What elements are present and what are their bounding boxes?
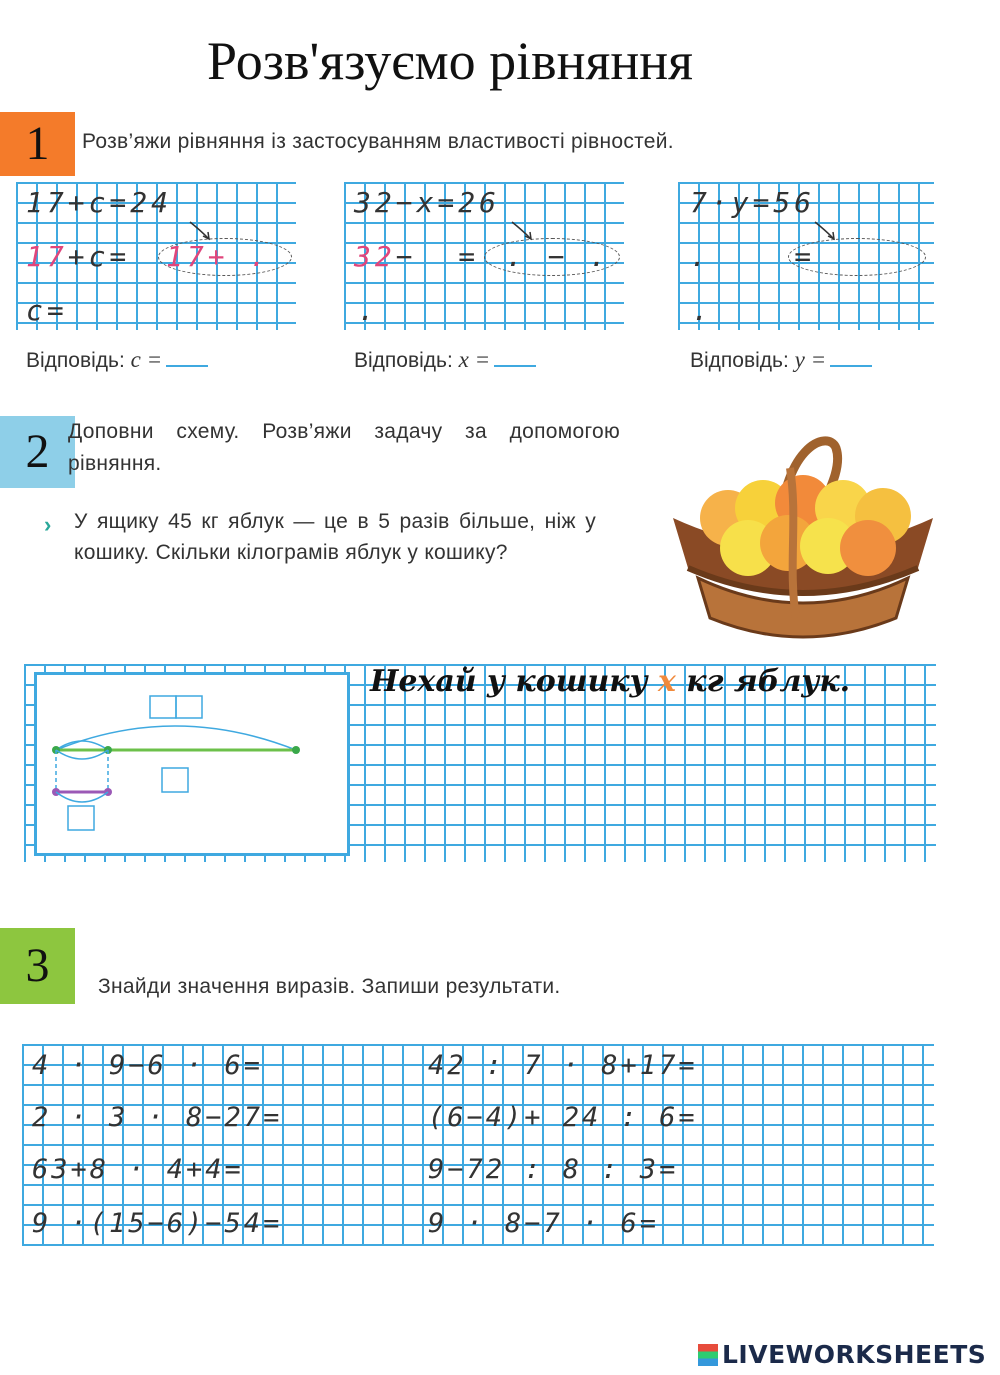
liveworksheets-logo[interactable] (698, 1340, 986, 1369)
eq-arrows (0, 0, 1000, 400)
eq1-answer-label: Відповідь: (26, 349, 125, 372)
expr-right-3: 9−72 : 8 : 3= (428, 1154, 679, 1185)
eq3-line2: . = (690, 240, 816, 273)
expr-right-4: 9 · 8−7 · 6= (428, 1208, 660, 1239)
scheme-diagram (34, 672, 350, 856)
eq1-oval-text: 17+ . (166, 240, 271, 273)
expr-right-2: (6−4)+ 24 : 6= (428, 1102, 698, 1133)
eq3-line1: 7·y=56 (690, 186, 816, 219)
task-2-problem: У ящику 45 кг яблук — це в 5 разів більше, ніж у кошику. Скільки кілограмів яблук у кошику? (74, 510, 596, 564)
task-1-number: 1 (0, 112, 75, 176)
task-2-instruction: Доповни схему. Розв’яжи задачу за допомогою рівняння. (68, 420, 620, 475)
eq3-line3: . (692, 294, 713, 327)
task-3-instruction: Знайди значення виразів. Запиши результати. (98, 975, 561, 998)
eq2-answer-var: x = (458, 347, 491, 372)
let-statement (370, 664, 850, 699)
let-prefix: Нехай у кошику (370, 664, 658, 699)
expr-left-1: 4 · 9−6 · 6= (32, 1050, 264, 1081)
task-3-number: 3 (0, 928, 75, 1004)
let-var: х (657, 664, 676, 699)
eq2-line1: 32−x=26 (354, 186, 501, 219)
eq2-line2-rest: − = (395, 240, 480, 273)
chevron-right-icon: › (44, 512, 52, 537)
eq2-line2-pink: 32 (354, 240, 396, 273)
scheme-box-top (150, 696, 176, 718)
logo-text: LIVEWORKSHEETS (722, 1340, 987, 1369)
logo-icon (698, 1344, 718, 1366)
eq3-answer-var: y = (794, 347, 827, 372)
apple-basket-illustration (668, 428, 938, 644)
eq1-line2-rest: +c= (67, 240, 131, 273)
eq2-answer-label: Відповідь: (354, 349, 453, 372)
expr-right-1: 42 : 7 · 8+17= (428, 1050, 698, 1081)
eq2-line3: . (358, 294, 379, 327)
scheme-box-top-2 (176, 696, 202, 718)
scheme-box-bottom (68, 806, 94, 830)
page-title: Розв'язуємо рівняння (207, 31, 693, 91)
let-suffix: кг яблук. (675, 664, 851, 699)
eq2-oval-text: . − . (506, 240, 611, 273)
task-1-instruction: Розв’яжи рівняння із застосуванням властивості рівностей. (82, 130, 674, 153)
scheme-box-middle (162, 768, 188, 792)
eq1-line3: c= (26, 294, 68, 327)
eq1-line2-pink: 17 (26, 240, 68, 273)
expr-left-3: 63+8 · 4+4= (32, 1154, 244, 1185)
eq1-answer-var: c = (130, 347, 163, 372)
eq1-line1: 17+c=24 (26, 186, 173, 219)
expr-left-2: 2 · 3 · 8−27= (32, 1102, 283, 1133)
task-2-number: 2 (0, 416, 75, 488)
expr-left-4: 9 ·(15−6)−54= (32, 1208, 283, 1239)
eq3-answer-label: Відповідь: (690, 349, 789, 372)
